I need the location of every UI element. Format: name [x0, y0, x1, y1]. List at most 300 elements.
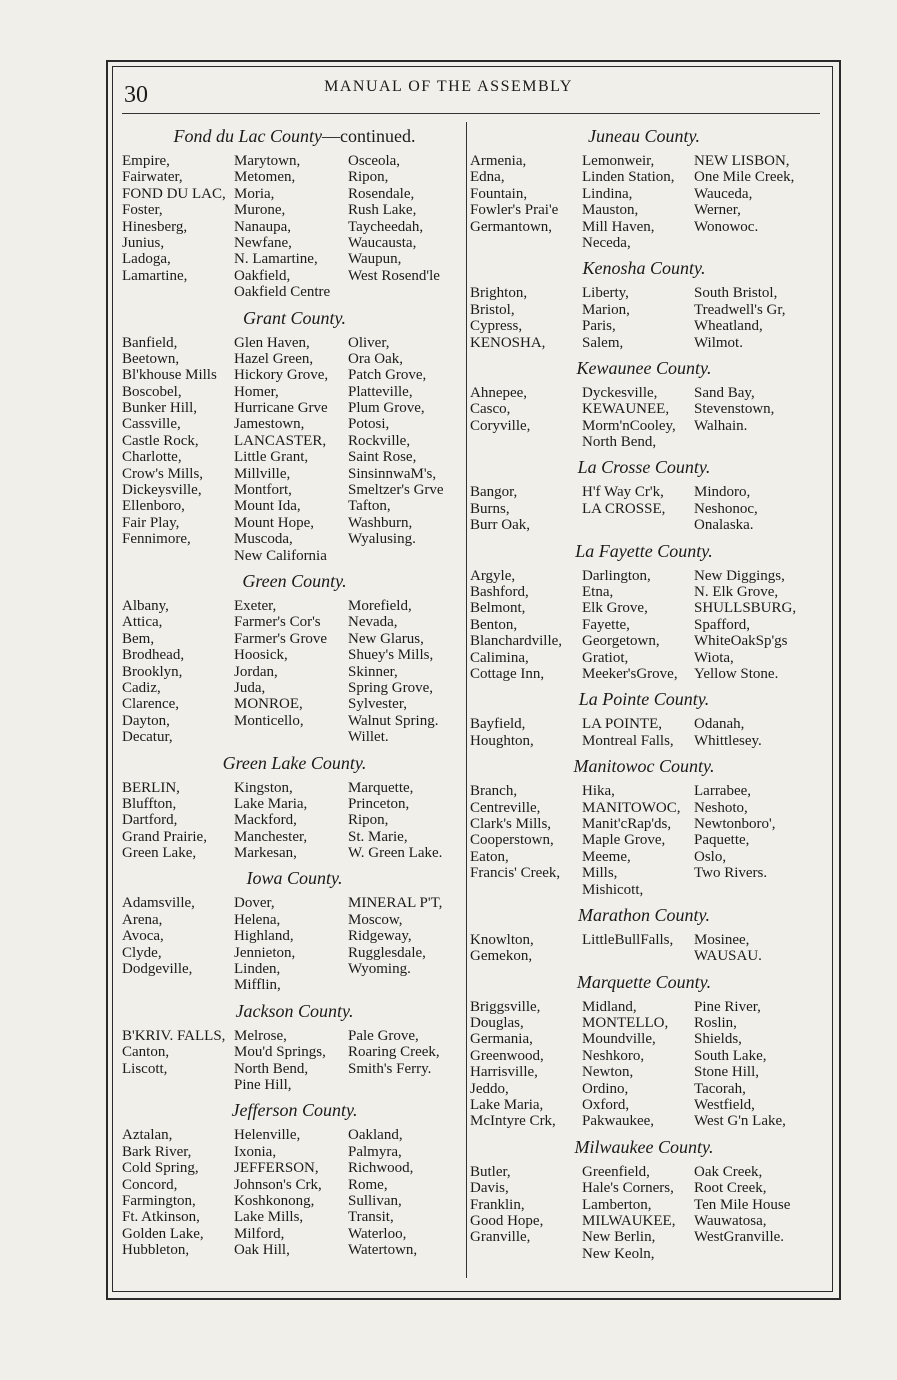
- town-row: [470, 285, 818, 301]
- town-name: Fowler's Prai'e: [470, 202, 559, 219]
- town-name: Midland,: [582, 998, 637, 1015]
- town-name: Greenwood,: [470, 1047, 544, 1064]
- town-name: [348, 1077, 467, 1093]
- town-name: Hubbleton,: [122, 1242, 190, 1259]
- town-name: Charlotte,: [122, 449, 182, 466]
- town-name: Bem,: [122, 630, 155, 647]
- town-row: [122, 1242, 467, 1258]
- town-name: Farmer's Grove: [234, 630, 328, 647]
- town-row: [470, 1113, 818, 1129]
- town-name: Canton,: [122, 1044, 170, 1061]
- town-name: Wiota,: [694, 649, 734, 666]
- town-row: [470, 1081, 818, 1097]
- town-row: [470, 434, 818, 450]
- town-row: [470, 1031, 818, 1047]
- town-row: [470, 849, 818, 865]
- town-name: FOND DU LAC,: [122, 185, 226, 202]
- town-name: Ordino,: [582, 1080, 629, 1097]
- town-row: [470, 948, 818, 964]
- town-row: [122, 482, 467, 498]
- town-row: [470, 418, 818, 434]
- town-name: Palmyra,: [348, 1143, 402, 1160]
- town-name: Linden Station,: [582, 169, 675, 186]
- town-name: Newfane,: [234, 234, 292, 251]
- town-row: [122, 466, 467, 482]
- town-name: Watertown,: [348, 1242, 418, 1259]
- town-name: Oakfield Centre: [234, 284, 331, 301]
- town-name: Spring Grove,: [348, 679, 433, 696]
- town-name: Ripon,: [348, 169, 389, 186]
- town-name: Glen Haven,: [234, 334, 310, 351]
- town-row: [122, 548, 467, 564]
- town-name: Davis,: [470, 1180, 509, 1197]
- town-name: Nanaupa,: [234, 218, 292, 235]
- town-name: Dickeysville,: [122, 482, 202, 499]
- town-row: [122, 812, 467, 828]
- county-name: Jefferson County.: [231, 1100, 358, 1121]
- town-name: Wyoming.: [348, 961, 411, 978]
- town-name: Moscow,: [348, 911, 403, 928]
- county-name: Iowa County.: [246, 868, 343, 889]
- town-name: KEWAUNEE,: [582, 401, 670, 418]
- town-row: [122, 1177, 467, 1193]
- county-block: [470, 358, 818, 451]
- town-name: Dover,: [234, 895, 275, 912]
- town-name: Clarence,: [122, 696, 180, 713]
- town-name: Pine River,: [694, 998, 761, 1015]
- town-name: Montfort,: [234, 482, 292, 499]
- town-name: [122, 548, 234, 564]
- town-row: [470, 1164, 818, 1180]
- town-row: [122, 1193, 467, 1209]
- town-name: Milford,: [234, 1225, 285, 1242]
- town-name: Wauceda,: [694, 185, 753, 202]
- town-name: Whittlesey.: [694, 732, 762, 749]
- town-name: Cottage Inn,: [470, 665, 545, 682]
- town-name: Butler,: [470, 1163, 511, 1180]
- town-name: Cooperstown,: [470, 832, 554, 849]
- town-row: [470, 153, 818, 169]
- town-name: Helena,: [234, 911, 281, 928]
- town-name: Blanchardville,: [470, 633, 563, 650]
- town-name: Franklin,: [470, 1196, 525, 1213]
- town-name: Green Lake,: [122, 845, 197, 862]
- county-name: Jackson County.: [235, 1000, 354, 1021]
- county-name: Kewaunee County.: [576, 357, 712, 378]
- town-name: [122, 1077, 234, 1093]
- town-name: Mount Hope,: [234, 514, 314, 531]
- town-name: Decatur,: [122, 729, 173, 746]
- town-name: Adamsville,: [122, 895, 195, 912]
- county-title: [122, 1001, 467, 1021]
- town-name: Rome,: [348, 1176, 388, 1193]
- town-name: [348, 977, 467, 993]
- town-name: Helenville,: [234, 1127, 301, 1144]
- town-name: New Keoln,: [582, 1245, 655, 1262]
- town-row: [122, 945, 467, 961]
- town-row: [122, 1044, 467, 1060]
- town-name: Larrabee,: [694, 783, 752, 800]
- town-name: LA POINTE,: [582, 716, 662, 733]
- town-name: Paris,: [582, 318, 616, 335]
- town-name: Farmer's Cor's: [234, 614, 321, 631]
- town-name: Root Creek,: [694, 1180, 767, 1197]
- town-name: Bayfield,: [470, 716, 526, 733]
- town-name: Marytown,: [234, 153, 301, 169]
- town-name: Dartford,: [122, 812, 178, 829]
- town-name: MILWAUKEE,: [582, 1212, 676, 1229]
- town-name: Jordan,: [234, 663, 278, 680]
- town-name: Concord,: [122, 1176, 178, 1193]
- town-name: Homer,: [234, 383, 279, 400]
- town-name: Mindoro,: [694, 484, 751, 501]
- town-name: Lake Mills,: [234, 1209, 304, 1226]
- town-name: Stone Hill,: [694, 1064, 760, 1081]
- town-name: Morefield,: [348, 597, 412, 614]
- county-name: Marquette County.: [576, 971, 712, 992]
- town-row: [470, 1048, 818, 1064]
- town-row: [470, 733, 818, 749]
- county-title: [122, 1100, 467, 1120]
- town-name: Neshkoro,: [582, 1047, 645, 1064]
- town-name: JEFFERSON,: [234, 1160, 319, 1177]
- town-name: [470, 882, 582, 898]
- town-name: Hickory Grove,: [234, 367, 329, 384]
- town-name: Neceda,: [582, 234, 631, 251]
- town-name: North Bend,: [234, 1060, 309, 1077]
- town-name: Lake Maria,: [234, 795, 308, 812]
- county-continued: —continued.: [322, 126, 416, 146]
- town-name: Skinner,: [348, 663, 398, 680]
- town-row: [470, 302, 818, 318]
- town-name: Nevada,: [348, 614, 398, 631]
- town-row: [122, 1061, 467, 1077]
- county-block: [470, 457, 818, 533]
- town-name: Roaring Creek,: [348, 1044, 440, 1061]
- town-name: N. Lamartine,: [234, 251, 318, 268]
- town-name: Liscott,: [122, 1060, 168, 1077]
- town-name: Moundville,: [582, 1031, 656, 1048]
- town-row: [470, 600, 818, 616]
- town-name: Metomen,: [234, 169, 296, 186]
- town-name: W. Green Lake.: [348, 845, 443, 862]
- town-name: Pine Hill,: [234, 1076, 292, 1093]
- town-row: [122, 928, 467, 944]
- town-name: Shields,: [694, 1031, 742, 1048]
- town-row: [122, 335, 467, 351]
- town-name: Exeter,: [234, 597, 277, 614]
- town-row: [470, 816, 818, 832]
- town-name: Montreal Falls,: [582, 732, 674, 749]
- town-name: Fair Play,: [122, 514, 180, 531]
- county-title: [470, 689, 818, 709]
- town-name: Benton,: [470, 616, 518, 633]
- town-name: [694, 882, 818, 898]
- town-name: Hika,: [582, 783, 615, 800]
- town-name: Tafton,: [348, 498, 391, 515]
- town-row: [122, 598, 467, 614]
- right-column: [470, 122, 818, 1269]
- town-name: Calimina,: [470, 649, 529, 666]
- town-name: Golden Lake,: [122, 1225, 204, 1242]
- town-name: McIntyre Crk,: [470, 1113, 556, 1130]
- town-name: Aztalan,: [122, 1127, 173, 1144]
- town-name: Plum Grove,: [348, 400, 425, 417]
- town-row: [470, 716, 818, 732]
- town-name: Yellow Stone.: [694, 665, 779, 682]
- town-row: [470, 932, 818, 948]
- town-name: Melrose,: [234, 1027, 287, 1044]
- town-name: Bristol,: [470, 301, 515, 318]
- town-name: Marion,: [582, 301, 630, 318]
- town-name: Richwood,: [348, 1160, 414, 1177]
- town-row: [470, 202, 818, 218]
- town-name: Briggsville,: [470, 998, 541, 1015]
- town-name: Oslo,: [694, 848, 727, 865]
- town-name: H'f Way Cr'k,: [582, 484, 664, 501]
- town-name: Centreville,: [470, 799, 541, 816]
- town-name: Cassville,: [122, 416, 181, 433]
- town-name: New Glarus,: [348, 630, 424, 647]
- town-name: Hale's Corners,: [582, 1180, 674, 1197]
- county-block: [122, 753, 467, 862]
- town-row: [470, 584, 818, 600]
- town-name: South Bristol,: [694, 285, 778, 302]
- town-name: Ft. Atkinson,: [122, 1209, 200, 1226]
- town-name: Two Rivers.: [694, 865, 768, 882]
- town-row: [122, 1160, 467, 1176]
- town-row: [122, 531, 467, 547]
- town-row: [122, 845, 467, 861]
- town-name: LittleBullFalls,: [582, 931, 674, 948]
- county-title: [470, 905, 818, 925]
- town-name: Moria,: [234, 185, 275, 202]
- town-name: Crow's Mills,: [122, 465, 204, 482]
- town-name: Dodgeville,: [122, 961, 193, 978]
- town-name: Mackford,: [234, 812, 297, 829]
- town-name: Houghton,: [470, 732, 534, 749]
- town-name: One Mile Creek,: [694, 169, 795, 186]
- town-row: [122, 235, 467, 251]
- town-name: Bunker Hill,: [122, 400, 197, 417]
- county-name: La Crosse County.: [577, 457, 711, 478]
- county-name: Kenosha County.: [582, 258, 706, 279]
- town-name: B'KRIV. FALLS,: [122, 1027, 226, 1044]
- town-name: BERLIN,: [122, 779, 180, 796]
- county-block: [470, 1137, 818, 1262]
- town-name: Walhain.: [694, 417, 748, 434]
- header-rule: [122, 113, 820, 114]
- town-name: [122, 977, 234, 993]
- town-row: [122, 796, 467, 812]
- town-row: [122, 202, 467, 218]
- town-name: Willet.: [348, 729, 389, 746]
- town-name: Sylvester,: [348, 696, 407, 713]
- county-title: [470, 756, 818, 776]
- county-title: [122, 753, 467, 773]
- town-name: Lamberton,: [582, 1196, 652, 1213]
- county-title: [470, 541, 818, 561]
- town-name: Johnson's Crk,: [234, 1176, 322, 1193]
- town-row: [122, 1226, 467, 1242]
- county-block: [470, 905, 818, 965]
- town-name: Ellenboro,: [122, 498, 185, 515]
- town-name: North Bend,: [582, 434, 657, 451]
- town-row: [122, 433, 467, 449]
- town-name: Burr Oak,: [470, 517, 530, 534]
- town-name: Roslin,: [694, 1015, 737, 1032]
- town-name: Germantown,: [470, 218, 553, 235]
- town-name: Coryville,: [470, 417, 531, 434]
- town-name: Wyalusing.: [348, 531, 416, 548]
- town-name: Foster,: [122, 202, 163, 219]
- town-name: Salem,: [582, 334, 624, 351]
- county-name: Fond du Lac County: [173, 126, 322, 146]
- town-row: [122, 729, 467, 745]
- column-divider: [466, 122, 467, 1278]
- town-name: New Diggings,: [694, 567, 785, 584]
- town-name: Washburn,: [348, 514, 413, 531]
- town-name: Kingston,: [234, 779, 293, 796]
- town-name: Wauwatosa,: [694, 1212, 767, 1229]
- town-name: Jennieton,: [234, 944, 296, 961]
- town-name: Hoosick,: [234, 647, 288, 664]
- town-row: [122, 367, 467, 383]
- town-name: [694, 235, 818, 251]
- town-row: [122, 153, 467, 169]
- town-name: Spafford,: [694, 616, 750, 633]
- town-name: Etna,: [582, 584, 614, 601]
- town-name: SinsinnwaM's,: [348, 465, 437, 482]
- town-row: [470, 1246, 818, 1262]
- county-block: [470, 972, 818, 1130]
- town-name: Bark River,: [122, 1143, 192, 1160]
- town-name: Lamartine,: [122, 267, 188, 284]
- town-name: Harrisville,: [470, 1064, 538, 1081]
- town-name: West G'n Lake,: [694, 1113, 786, 1130]
- town-row: [122, 829, 467, 845]
- town-name: Highland,: [234, 928, 294, 945]
- town-name: Georgetown,: [582, 633, 660, 650]
- town-name: Pale Grove,: [348, 1027, 419, 1044]
- town-name: Smith's Ferry.: [348, 1060, 432, 1077]
- town-row: [122, 416, 467, 432]
- town-row: [122, 1127, 467, 1143]
- town-row: [122, 614, 467, 630]
- town-name: KENOSHA,: [470, 334, 546, 351]
- county-block: [122, 571, 467, 746]
- town-name: SHULLSBURG,: [694, 600, 797, 617]
- county-block: [470, 541, 818, 683]
- town-row: [122, 449, 467, 465]
- county-title: [470, 972, 818, 992]
- town-name: Paquette,: [694, 832, 750, 849]
- town-name: Markesan,: [234, 845, 297, 862]
- town-name: Casco,: [470, 401, 511, 418]
- town-name: Patch Grove,: [348, 367, 427, 384]
- town-name: Oxford,: [582, 1097, 630, 1114]
- town-name: WAUSAU.: [694, 948, 762, 965]
- town-name: Cadiz,: [122, 679, 161, 696]
- town-name: Hurricane Grve: [234, 400, 328, 417]
- town-name: Princeton,: [348, 795, 410, 812]
- town-row: [122, 961, 467, 977]
- town-name: WestGranville.: [694, 1229, 785, 1246]
- left-column: [122, 122, 467, 1265]
- town-name: Onalaska.: [694, 517, 754, 534]
- town-name: Brooklyn,: [122, 663, 183, 680]
- town-name: Castle Rock,: [122, 432, 199, 449]
- town-name: Beetown,: [122, 350, 180, 367]
- town-name: Fairwater,: [122, 169, 183, 186]
- town-name: Newtonboro',: [694, 815, 776, 832]
- town-name: Rugglesdale,: [348, 944, 426, 961]
- town-row: [470, 1180, 818, 1196]
- town-name: Maple Grove,: [582, 832, 666, 849]
- town-name: Odanah,: [694, 716, 745, 733]
- town-name: Eaton,: [470, 848, 509, 865]
- town-name: Farmington,: [122, 1192, 196, 1209]
- town-name: Koshkonong,: [234, 1192, 315, 1209]
- town-name: Fayette,: [582, 616, 630, 633]
- town-name: Monticello,: [234, 712, 304, 729]
- town-name: Brodhead,: [122, 647, 185, 664]
- town-name: Oakfield,: [234, 267, 291, 284]
- county-block: [470, 689, 818, 749]
- town-name: Mills,: [582, 865, 618, 882]
- county-name: Grant County.: [242, 307, 346, 328]
- town-name: Waupun,: [348, 251, 402, 268]
- town-row: [470, 865, 818, 881]
- town-name: Ixonia,: [234, 1143, 277, 1160]
- town-row: [470, 568, 818, 584]
- town-name: Osceola,: [348, 153, 401, 169]
- town-name: MANITOWOC,: [582, 799, 681, 816]
- town-name: Sand Bay,: [694, 384, 755, 401]
- county-block: [122, 868, 467, 993]
- town-row: [470, 617, 818, 633]
- town-row: [122, 384, 467, 400]
- town-row: [470, 1213, 818, 1229]
- county-name: La Fayette County.: [575, 540, 713, 561]
- town-row: [122, 713, 467, 729]
- town-name: MINERAL P'T,: [348, 895, 443, 912]
- town-row: [470, 999, 818, 1015]
- town-row: [470, 219, 818, 235]
- county-name: Milwaukee County.: [574, 1136, 714, 1157]
- county-block: [122, 126, 467, 301]
- town-row: [122, 1077, 467, 1093]
- town-name: Greenfield,: [582, 1163, 650, 1180]
- town-name: Jamestown,: [234, 416, 305, 433]
- town-name: Good Hope,: [470, 1212, 544, 1229]
- town-name: South Lake,: [694, 1047, 767, 1064]
- town-name: WhiteOakSp'gs: [694, 633, 788, 650]
- town-name: Germania,: [470, 1031, 533, 1048]
- county-title: [470, 126, 818, 146]
- town-name: Gemekon,: [470, 948, 533, 965]
- town-name: Elk Grove,: [582, 600, 648, 617]
- town-row: [470, 1097, 818, 1113]
- town-name: Banfield,: [122, 334, 178, 351]
- town-name: Lemonweir,: [582, 153, 655, 169]
- town-name: [470, 235, 582, 251]
- town-name: Hazel Green,: [234, 350, 314, 367]
- town-row: [122, 912, 467, 928]
- county-name: La Pointe County.: [578, 689, 710, 710]
- town-row: [470, 484, 818, 500]
- town-row: [122, 284, 467, 300]
